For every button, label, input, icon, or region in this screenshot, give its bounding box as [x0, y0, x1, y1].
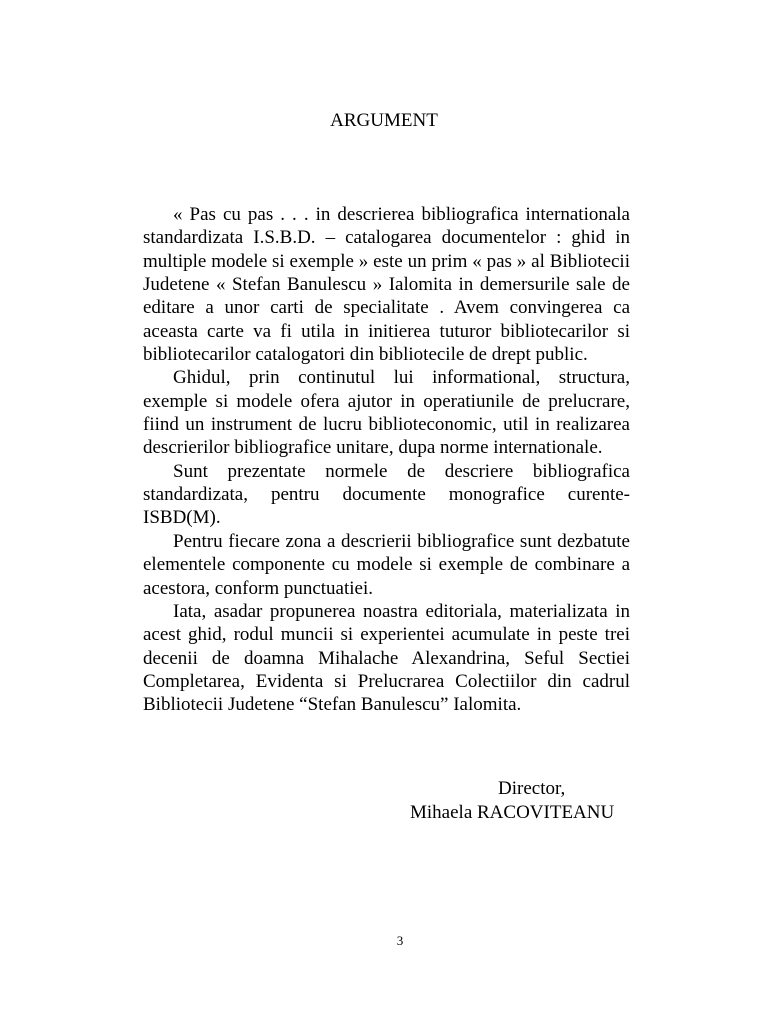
page-title: ARGUMENT	[330, 110, 438, 131]
paragraph-guide: Ghidul, prin continutul lui informational, structura, exemple si modele ofera ajutor in operatiunile de prelucrare, fiind un instrument de lucru biblioteconomic, util in realizarea descrierilor bibliografice unitare, dupa norme internationale.	[143, 367, 630, 459]
signature-block	[410, 777, 650, 825]
paragraph-norms: Sunt prezentate normele de descriere bibliografica standardizata, pentru documente monografice curente-ISBD(M).	[143, 460, 630, 529]
body-text	[143, 203, 630, 717]
signature-name: Mihaela RACOVITEANU	[410, 802, 615, 823]
paragraph-intro: « Pas cu pas . . . in descrierea bibliografica internationala standardizata I.S.B.D. – catalogarea documentelor : ghid in multiple modele si exemple » este un prim « pas » al Bibliotecii Judetene « Stefan Banulescu » Ialomita in demersurile sale de editare a unor carti de specialitate . Avem convingerea ca aceasta carte va fi utila in initierea tuturor bibliotecarilor si bibliotecarilor catalogatori din bibliotecile de drept public.	[143, 204, 630, 366]
signature-role: Director,	[498, 778, 566, 799]
page-number: 3	[396, 933, 404, 948]
paragraph-zones: Pentru fiecare zona a descrierii bibliografice sunt dezbatute elementele componente cu modele si exemple de combinare a acestora, conform punctuatiei.	[143, 530, 630, 599]
paragraph-proposal: Iata, asadar propunerea noastra editoriala, materializata in acest ghid, rodul muncii si experientei acumulate in peste trei decenii de doamna Mihalache Alexandrina, Seful Sectiei Completarea, Evidenta si Prelucrarea Colectiilor din cadrul Bibliotecii Judetene “Stefan Banulescu” Ialomita.	[143, 600, 630, 716]
